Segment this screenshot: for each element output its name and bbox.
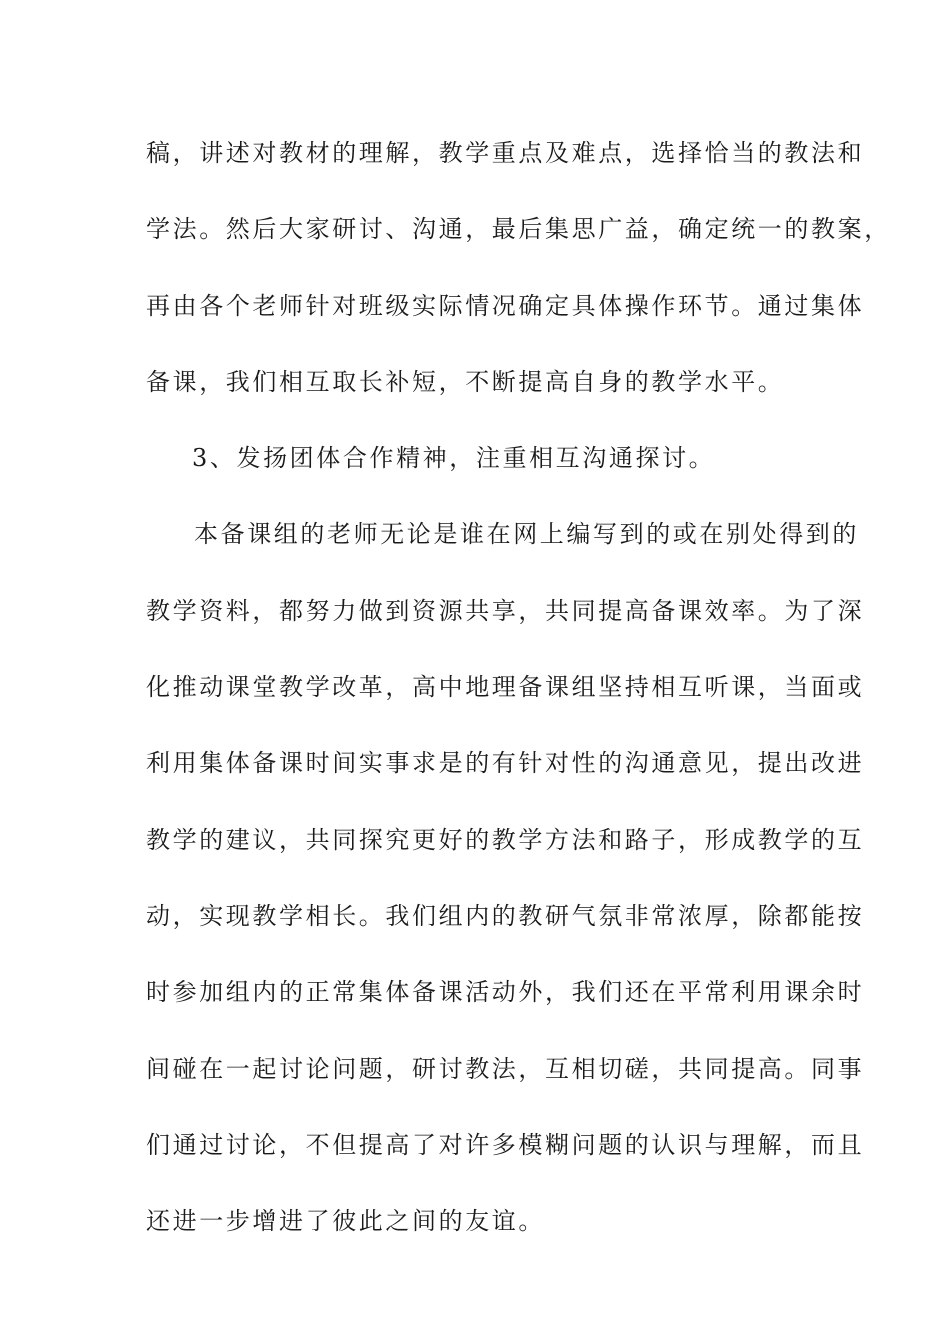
paragraph-line: 动，实现教学相长。我们组内的教研气氛非常浓厚，除都能按 [146,901,865,930]
paragraph-line: 稿，讲述对教材的理解，教学重点及难点，选择恰当的教法和 [146,139,865,167]
paragraph-line: 教学的建议，共同探究更好的教学方法和路子，形成教学的互 [146,825,865,854]
paragraph-line: 备课，我们相互取长补短，不断提高自身的教学水平。 [146,367,785,396]
paragraph-line: 本备课组的老师无论是谁在网上编写到的或在别处得到的 [194,520,859,549]
document-body [146,128,891,1272]
paragraph-line: 学法。然后大家研讨、沟通，最后集思广益，确定统一的教案， [146,215,891,244]
paragraph-line: 还进一步增进了彼此之间的友谊。 [146,1207,545,1236]
paragraph-line: 间碰在一起讨论问题，研讨教法，互相切磋，共同提高。同事 [146,1054,865,1083]
section-heading: 3、发扬团体合作精神，注重相互沟通探讨。 [192,444,716,473]
paragraph-line: 化推动课堂教学改革，高中地理备课组坚持相互听课，当面或 [146,673,865,702]
paragraph-line: 再由各个老师针对班级实际情况确定具体操作环节。通过集体 [146,291,865,320]
paragraph-line: 时参加组内的正常集体备课活动外，我们还在平常利用课余时 [146,978,865,1007]
paragraph-line: 们通过讨论，不但提高了对许多模糊问题的认识与理解，而且 [146,1130,865,1159]
paragraph-line: 利用集体备课时间实事求是的有针对性的沟通意见，提出改进 [146,749,865,778]
paragraph-line: 教学资料，都努力做到资源共享，共同提高备课效率。为了深 [146,596,865,625]
